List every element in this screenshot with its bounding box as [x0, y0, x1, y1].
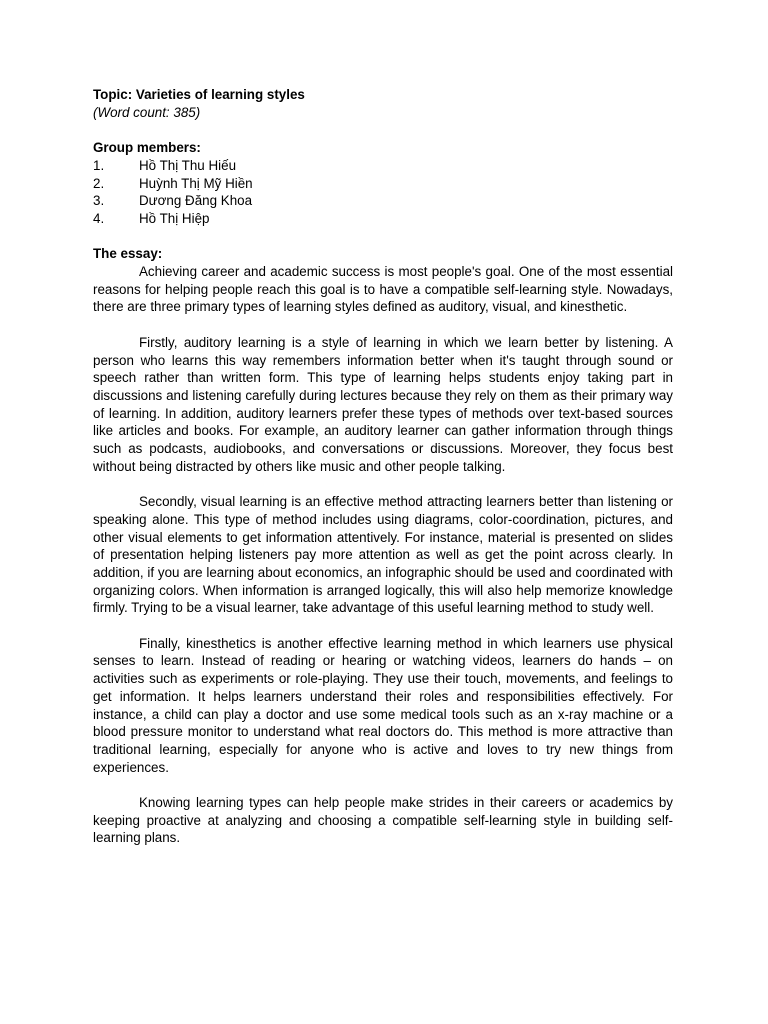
members-list: [93, 157, 673, 228]
member-number: 2.: [93, 175, 105, 191]
member-name: Huỳnh Thị Mỹ Hiền: [139, 175, 253, 191]
essay-heading: The essay:: [93, 246, 163, 262]
essay-paragraph: Secondly, visual learning is an effective method attracting learners better than listening or speaking alone. This type of method includes using diagrams, color-coordination, pictures, and other visual elements to get information attentively. For instance, material is presented on slides of presentation helping listeners pay more attention as well as get the point across clearly. In addition, if you are learning about economics, an infographic should be used and coordinated with organizing colors. When information is arranged logically, this will also help memorize knowledge firmly. Trying to be a visual learner, take advantage of this useful learning method to study well.: [93, 494, 673, 616]
member-item: [93, 192, 673, 210]
document-page: [93, 86, 673, 847]
essay-paragraph: Finally, kinesthetics is another effective learning method in which learners use physical senses to learn. Instead of reading or hearing or watching videos, learners do hands – on activities such as experiments or role-playing. They use their touch, movements, and feelings to get information. It helps learners understand their roles and responsibilities effectively. For instance, a child can play a doctor and use some medical tools such as an x-ray machine or a blood pressure monitor to understand what real doctors do. This method is more attractive than traditional learning, especially for anyone who is active and loves to try new things from experiences.: [93, 635, 673, 775]
group-members-heading: Group members:: [93, 140, 201, 156]
word-count: (Word count: 385): [93, 104, 201, 120]
spacer: [93, 121, 673, 139]
member-item: [93, 210, 673, 228]
essay-paragraph: Firstly, auditory learning is a style of learning in which we learn better by listening. A person who learns this way remembers information better when it's taught through sound or speech rather than written form. This type of learning helps students enjoy taking part in discussions and listening carefully during lectures because they rely on them as their primary way of learning. In addition, auditory learners prefer these types of methods over text-based sources like articles and books. For example, an auditory learner can gather information through things such as podcasts, audiobooks, and conversations or discussions. Moreover, they focus best without being distracted by others like music and other people talking.: [93, 334, 673, 474]
essay-paragraph: Achieving career and academic success is most people's goal. One of the most essential reasons for helping people reach this goal is to have a compatible self-learning style. Nowadays, there are three primary types of learning styles defined as auditory, visual, and kinesthetic.: [93, 264, 673, 315]
member-number: 3.: [93, 193, 105, 209]
member-item: [93, 175, 673, 193]
member-name: Hồ Thị Thu Hiếu: [139, 157, 237, 173]
topic-title: Topic: Varieties of learning styles: [93, 87, 305, 102]
member-name: Hồ Thị Hiệp: [139, 210, 210, 226]
member-name: Dương Đăng Khoa: [139, 193, 253, 209]
member-number: 4.: [93, 210, 105, 226]
spacer: [93, 228, 673, 246]
member-number: 1.: [93, 157, 105, 173]
essay-paragraph: Knowing learning types can help people make strides in their careers or academics by keeping proactive at analyzing and choosing a compatible self-learning style in building self-learning plans.: [93, 795, 673, 846]
member-item: [93, 157, 673, 175]
